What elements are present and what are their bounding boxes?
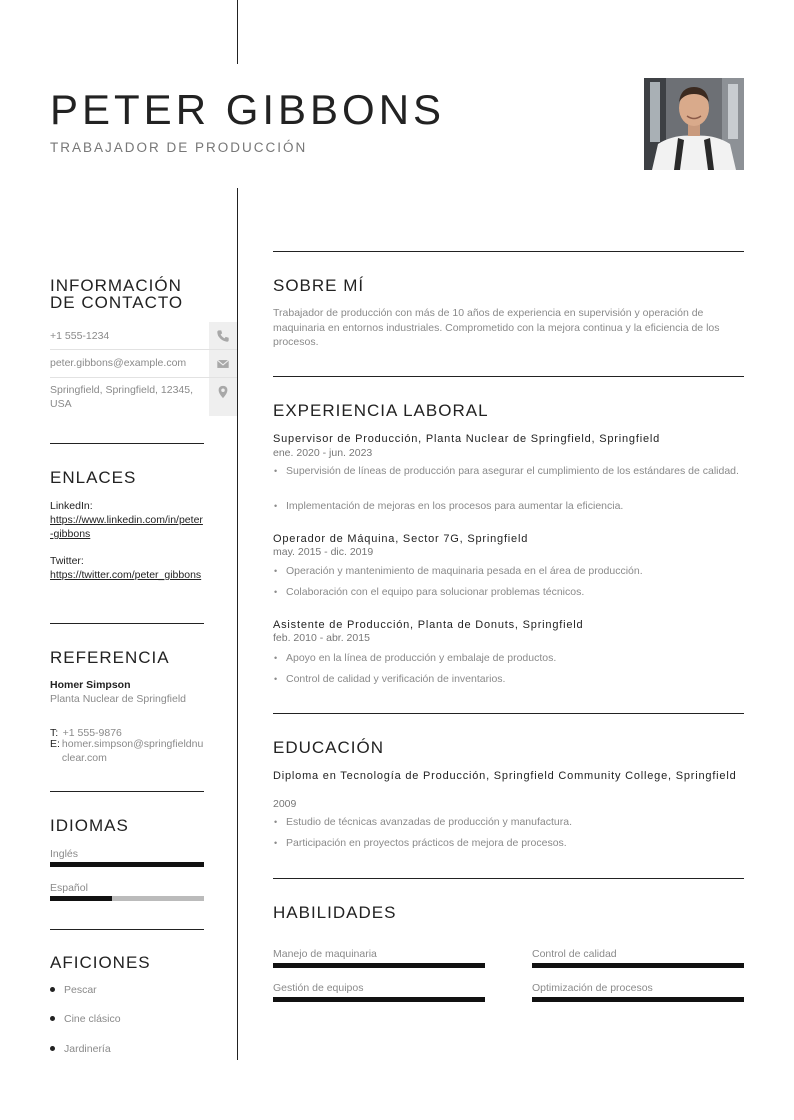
contact-phone-row — [50, 322, 237, 350]
job-2-bullet: • Operación y mantenimiento de maquinaria pesada en el área de producción. — [273, 564, 744, 579]
contact-heading-line2: DE CONTACTO — [50, 293, 184, 312]
language-fill-english — [50, 862, 204, 867]
language-bar-spanish — [50, 896, 204, 901]
skill-name: Gestión de equipos — [273, 982, 364, 994]
sidebar-divider-1 — [50, 443, 204, 444]
hobby-item — [50, 984, 97, 996]
sidebar-divider-3 — [50, 791, 204, 792]
skill-bar — [532, 963, 744, 968]
twitter-label: Twitter: — [50, 555, 84, 567]
education-bullet: • Participación en proyectos prácticos de mejora de procesos. — [273, 836, 744, 851]
sidebar-divider-4 — [50, 929, 204, 930]
reference-phone[interactable]: +1 555-9876 — [62, 727, 122, 739]
job-title: TRABAJADOR DE PRODUCCIÓN — [50, 140, 308, 155]
reference-email-label: E: — [50, 738, 60, 750]
profile-photo — [644, 78, 744, 170]
job-2-bullet: • Colaboración con el equipo para solucionar problemas técnicos. — [273, 585, 744, 600]
language-name-spanish: Español — [50, 882, 88, 894]
phone-icon — [216, 329, 230, 343]
hobby-label: Cine clásico — [64, 1013, 121, 1025]
hobby-label: Jardinería — [64, 1043, 111, 1055]
hobby-label: Pescar — [64, 984, 97, 996]
experience-heading: EXPERIENCIA LABORAL — [273, 401, 489, 420]
job-3-bullet: • Apoyo en la línea de producción y embalaje de productos. — [273, 651, 744, 666]
linkedin-label: LinkedIn: — [50, 500, 93, 512]
reference-heading: REFERENCIA — [50, 648, 170, 667]
job-3-title: Asistente de Producción, Planta de Donuts, Springfield — [273, 619, 584, 631]
contact-phone[interactable]: +1 555-1234 — [50, 330, 110, 342]
skill-bar — [273, 963, 485, 968]
skills-heading: HABILIDADES — [273, 903, 397, 922]
contact-email[interactable]: peter.gibbons@example.com — [50, 357, 187, 369]
language-bar-english — [50, 862, 204, 867]
education-title: Diploma en Tecnología de Producción, Springfield Community College, Springfield — [273, 770, 737, 782]
about-heading: SOBRE MÍ — [273, 276, 365, 295]
twitter-link[interactable]: https://twitter.com/peter_gibbons — [50, 569, 202, 581]
contact-address: Springfield, Springfield, 12345, USA — [50, 384, 194, 410]
mail-icon — [216, 357, 230, 371]
skill-bar — [532, 997, 744, 1002]
job-1-date: ene. 2020 - jun. 2023 — [273, 447, 373, 459]
job-3-date: feb. 2010 - abr. 2015 — [273, 632, 370, 644]
skill-item — [273, 947, 485, 968]
contact-heading — [50, 277, 204, 311]
contact-address-row — [50, 378, 237, 416]
main-divider-experience — [273, 376, 744, 377]
job-1-title: Supervisor de Producción, Planta Nuclear de Springfield, Springfield — [273, 433, 661, 445]
profile-photo-image — [644, 78, 744, 170]
main-divider-skills — [273, 878, 744, 879]
hobby-item — [50, 1013, 121, 1025]
reference-email[interactable]: homer.simpson@springfieldnuclear.com — [61, 738, 204, 764]
reference-email-row — [50, 737, 204, 765]
education-bullet: • Estudio de técnicas avanzadas de producción y manufactura. — [273, 815, 744, 830]
job-1-bullet: • Supervisión de líneas de producción para asegurar el cumplimiento de los estándares de calidad. — [273, 464, 744, 479]
skill-item — [532, 981, 744, 1002]
language-name-english: Inglés — [50, 848, 79, 860]
top-divider-line — [237, 0, 238, 64]
main-divider-education — [273, 713, 744, 714]
skill-item — [273, 981, 485, 1002]
skill-name: Control de calidad — [532, 948, 617, 960]
skill-item — [532, 947, 744, 968]
skill-name: Manejo de maquinaria — [273, 948, 377, 960]
bullet-dot — [50, 1046, 55, 1051]
education-date: 2009 — [273, 798, 297, 810]
reference-name: Homer Simpson — [50, 679, 131, 691]
bullet-dot — [50, 1016, 55, 1021]
job-1-bullet: • Implementación de mejoras en los procesos para aumentar la eficiencia. — [273, 499, 744, 514]
skill-name: Optimización de procesos — [532, 982, 653, 994]
mail-icon-box — [209, 350, 237, 377]
bullet-dot — [50, 987, 55, 992]
job-2-title: Operador de Máquina, Sector 7G, Springfield — [273, 533, 529, 545]
main-divider-about — [273, 251, 744, 252]
about-text: Trabajador de producción con más de 10 años de experiencia en supervisión y operación de maquinaria en entornos industriales. Comprometido con la mejora continua y la eficiencia de los procesos. — [273, 307, 720, 348]
reference-company: Planta Nuclear de Springfield — [50, 693, 186, 705]
links-heading: ENLACES — [50, 468, 137, 487]
education-heading: EDUCACIÓN — [273, 738, 385, 757]
column-divider-line — [237, 188, 238, 1060]
hobby-item — [50, 1043, 111, 1055]
phone-icon-box — [209, 322, 237, 349]
languages-heading: IDIOMAS — [50, 816, 129, 835]
language-fill-spanish — [50, 896, 112, 901]
linkedin-link[interactable]: https://www.linkedin.com/in/peter-gibbons — [50, 514, 203, 540]
sidebar-divider-2 — [50, 623, 204, 624]
candidate-name: PETER GIBBONS — [50, 86, 446, 133]
contact-heading-line1: INFORMACIÓN — [50, 276, 182, 295]
job-3-bullet: • Control de calidad y verificación de inventarios. — [273, 672, 744, 687]
skill-bar — [273, 997, 485, 1002]
job-2-date: may. 2015 - dic. 2019 — [273, 546, 374, 558]
location-icon — [216, 385, 230, 399]
reference-phone-label: T: — [50, 727, 59, 739]
hobbies-heading: AFICIONES — [50, 953, 151, 972]
location-icon-box — [209, 378, 237, 416]
contact-email-row — [50, 350, 237, 378]
